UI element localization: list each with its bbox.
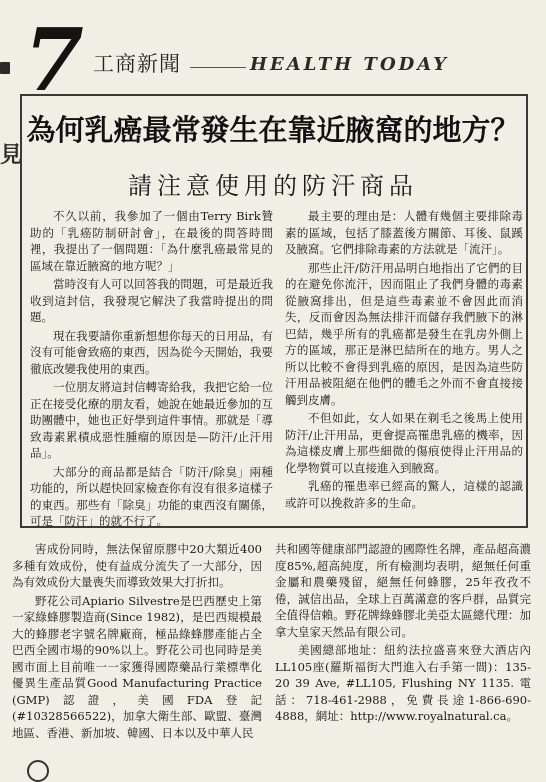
- article-subheadline: 請注意使用的防汗商品: [128, 172, 418, 200]
- ad-paragraph: 美國總部地址：紐約法拉盛喜來登大酒店內LL105座(羅斯福街大門進入右手第一間)：135-20 39 Ave, #LL105, Flushing NY 1135. 電話：718-461-2988，免費長途1-866-690-4888，網址：http://www.royalnatural.ca。: [275, 643, 531, 723]
- article-paragraph: 一位朋友將這封信轉寄給我，我把它給一位正在接受化療的朋友看，她說在她最近參加的互助團體中，她也正好學到這件事情。那就是「導致毒素累積成惡性腫瘤的原因是—防汗/止汗用品」。: [30, 380, 273, 460]
- edge-mark: [0, 62, 10, 74]
- ad-left-column: [12, 541, 262, 743]
- article-paragraph: 大部分的商品都是結合「防汗/除臭」兩種功能的，所以趕快回家檢查你有沒有很多這樣子的東西。那些有「除臭」功能的東西沒有關係，可是「防汗」的就不行了。: [30, 464, 273, 528]
- ad-paragraph: 害成份同時，無法保留原膠中20大類近400多種有效成份，使有益成分流失了一大部分，因為有效成份大量喪失而導致效果大打折扣。: [12, 542, 262, 589]
- article-paragraph: 現在我要請你重新想想你每天的日用品，有沒有可能會致癌的東西，因為從今天開始，我要徹底改變我使用的東西。: [30, 328, 273, 376]
- header-divider: [190, 67, 246, 68]
- page-corner-ornament: [27, 760, 49, 782]
- ad-paragraph: 野花公司Apiario Silvestre是巴西歷史上第一家綠蜂膠製造商(Since 1982)，是巴西規模最大的蜂膠老字號名牌廠商，極品綠蜂膠產能占全巴西全國市場的90%以上。野花公司也同時是美國市面上目前唯一一家獲得國際藥品行業標準化優異生產品質Good Manufacturing Practice (GMP)認證，美國FDA登記(#10328566522)，加拿大衛生部、歐盟、臺灣地區、香港、新加坡、韓國、日本以及中華人民: [12, 593, 262, 740]
- article-paragraph: 當時沒有人可以回答我的問題，可是最近我收到這封信，我發現它解決了我當時提出的問題。: [30, 277, 273, 324]
- article-paragraph: 不久以前，我參加了一個由Terry Birk贊助的「乳癌防制研討會」，在最後的問答時間裡，我提出了一個問題：「為什麼乳癌最常見的區域在靠近腋窩的地方呢？」: [30, 209, 273, 273]
- article-paragraph: 不但如此，女人如果在剃毛之後馬上使用防汗/止汗用品，更會提高罹患乳癌的機率，因為這樣皮膚上那些細微的傷痕使得止汗用品的化學物質可以直接進入到腋窩。: [285, 411, 523, 475]
- adjacent-column-fragment: 見: [0, 142, 23, 168]
- column-title: HEALTH TODAY: [250, 54, 450, 75]
- article-paragraph: 最主要的理由是：人體有幾個主要排除毒素的區域，包括了膝蓋後方關節、耳後、鼠蹊及腋窩。它們排除毒素的方法就是「流汗」。: [285, 209, 523, 256]
- page-number: 7: [24, 10, 84, 111]
- article-left-column: [30, 208, 273, 532]
- ad-paragraph: 共和國等健康部門認證的國際性名牌，產品超高濃度85%,超高純度，所有檢測均表明，絕無任何重金屬和農藥殘留，絕無任何蜂膠，25年孜孜不倦，誠信出品，全球上百萬滿意的客戶群，品質完全值得信賴。野花牌綠蜂膠北美亞太區總代理：加拿大皇家天然品有限公司。: [275, 542, 531, 639]
- section-name: 工商新聞: [93, 52, 181, 76]
- ad-right-column: [275, 541, 531, 727]
- article-right-column: [285, 208, 523, 513]
- article-headline: 為何乳癌最常發生在靠近腋窩的地方？: [26, 113, 520, 147]
- article-paragraph: 那些止汗/防汗用品明白地指出了它們的目的在避免你流汗，因而阻止了我們身體的毒素從腋窩排出，但是這些毒素並不會因此而消失，反而會因為無法排汗而儲存我們腋下的淋巴結，幾乎所有的乳癌都是發生在乳房外側上方的區域，那正是淋巴結所在的地方。男人之所以比較不會得到乳癌的原因，是因為這些防汗用品被阻絕在他們的體毛之外而不會直接接觸到皮膚。: [285, 260, 523, 407]
- article-paragraph: 乳癌的罹患率已經高的驚人，這樣的認識或許可以挽救許多的生命。: [285, 479, 523, 510]
